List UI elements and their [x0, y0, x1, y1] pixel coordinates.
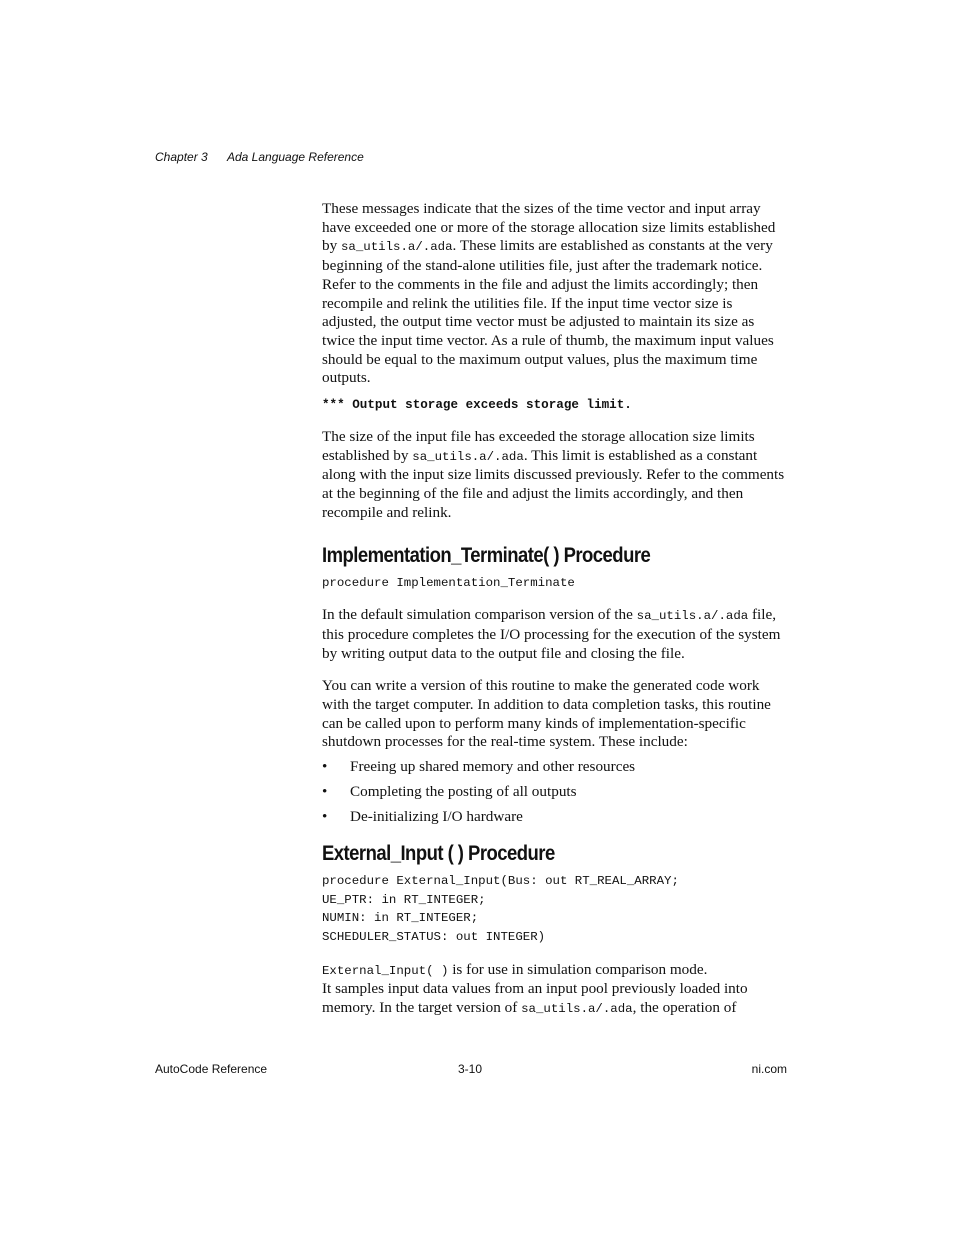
running-header: [155, 150, 364, 164]
text-run: It samples input data values from an input pool previously loaded into memory. In the target version of: [322, 980, 748, 1017]
body-paragraph: [322, 606, 788, 663]
list-item-text: Completing the posting of all outputs: [350, 783, 577, 801]
body-paragraph: [322, 200, 788, 388]
page-number: 3-10: [458, 1062, 483, 1076]
procedure-signature: procedure Implementation_Terminate: [322, 575, 575, 590]
list-item: [322, 758, 788, 777]
bullet-icon: •: [322, 758, 328, 776]
footer-website: ni.com: [751, 1062, 787, 1076]
text-run: The size of the input file has exceeded the storage allocation size limits established by: [322, 428, 755, 464]
text-run: , the operation of: [632, 999, 737, 1017]
section-heading: External_Input ( ) Procedure: [322, 841, 555, 865]
code-line: SCHEDULER_STATUS: out INTEGER): [322, 929, 546, 944]
code-line: UE_PTR: in RT_INTEGER;: [322, 892, 486, 907]
code-block: [322, 872, 788, 947]
section-heading: Implementation_Terminate( ) Procedure: [322, 543, 651, 567]
inline-code: sa_utils.a/.ada: [521, 1002, 633, 1017]
body-paragraph: [322, 961, 788, 1019]
text-run: file, this procedure completes the I/O processing for the execution of the system by writing output data to the output file and closing the file.: [322, 606, 781, 662]
text-run: . This limit is established as a constant along with the input size limits discussed previously. Refer to the comments at the beginning of the file and adjust the limits accordingly, and then recompile and relink.: [322, 446, 785, 521]
text-run: is for use in simulation comparison mode.: [448, 960, 708, 978]
text-run: In the default simulation comparison version of the: [322, 606, 637, 624]
section-label: Ada Language Reference: [227, 150, 364, 164]
list-item-text: De-initializing I/O hardware: [350, 808, 523, 826]
bullet-icon: •: [322, 783, 328, 801]
code-line: NUMIN: in RT_INTEGER;: [322, 911, 479, 926]
bullet-list: [322, 758, 788, 827]
list-item: [322, 808, 788, 827]
list-item: [322, 783, 788, 802]
chapter-label: Chapter 3: [155, 150, 208, 164]
inline-code: External_Input( ): [322, 963, 449, 978]
list-item-text: Freeing up shared memory and other resources: [350, 758, 636, 776]
inline-code: sa_utils.a/.ada: [340, 240, 453, 255]
body-paragraph: You can write a version of this routine to make the generated code work with the target computer. In addition to data completion tasks, this routine can be called upon to perform many kinds of implementation-specific shutdown processes for the real-time system. These include:: [322, 677, 771, 751]
code-line: procedure External_Input(Bus: out RT_REAL_ARRAY;: [322, 873, 679, 888]
text-run: These messages indicate that the sizes of the time vector and input array have exceeded one or more of the storage allocation size limits established by: [322, 200, 776, 255]
text-run: . These limits are established as constants at the very beginning of the stand-alone utilities file, just after the trademark notice. Refer to the comments in the file and adjust the limits accordingly; then recompile and relink the utilities file. If the input time vector size is adjusted, the output time vector must be adjusted to maintain its size as twice the input time vector. As a rule of thumb, the maximum input values should be equal to the maximum output values, plus the maximum time outputs.: [322, 237, 774, 387]
inline-code: sa_utils.a/.ada: [412, 449, 524, 464]
body-paragraph: [322, 428, 788, 523]
inline-code: sa_utils.a/.ada: [636, 609, 749, 624]
error-message: *** Output storage exceeds storage limit.: [322, 398, 632, 413]
bullet-icon: •: [322, 808, 328, 826]
body-column: [322, 200, 788, 1019]
footer-manual-title: AutoCode Reference: [155, 1062, 268, 1076]
